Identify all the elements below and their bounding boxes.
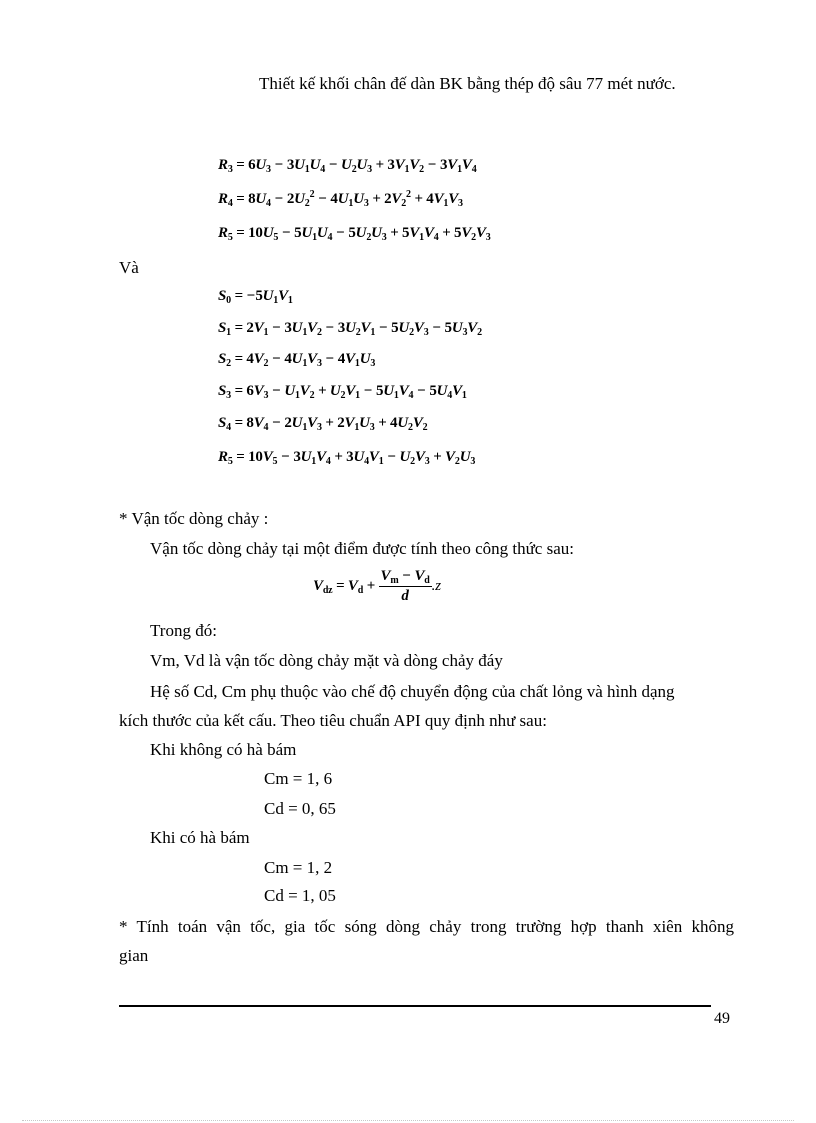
and-label: Và xyxy=(119,258,139,277)
cm-with-fouling: Cm = 1, 2 xyxy=(264,858,333,877)
equation-r5-second: $R_5 = 10V_5 - 3U_1V_4 + 3U_4V_1 - U_2V_3 + V_2U_3$ xyxy=(218,449,476,467)
equation-s0: $S_0 = -5U_1V_1$ xyxy=(218,288,293,306)
velocity-formula: $V_{dz} = V_d$ + $\frac{V_m - V_d}{d}$ .z xyxy=(313,568,441,604)
calculation-heading-line1: * Tính toán vận tốc, gia tốc sóng dòng chảy trong trường hợp thanh xiên không xyxy=(119,917,734,936)
page-bottom-divider xyxy=(22,1120,794,1121)
coefficient-paragraph-line1: Hệ số Cd, Cm phụ thuộc vào chế độ chuyển động của chất lỏng và hình dạng xyxy=(150,682,675,701)
where-label: Trong đó: xyxy=(150,621,217,640)
velocity-intro: Vận tốc dòng chảy tại một điểm được tính theo công thức sau: xyxy=(150,539,574,558)
coefficient-paragraph-line2: kích thước của kết cấu. Theo tiêu chuẩn API quy định như sau: xyxy=(119,711,547,730)
vm-vd-description: Vm, Vd là vận tốc dòng chảy mặt và dòng chảy đáy xyxy=(150,651,503,670)
page-number: 49 xyxy=(714,1010,730,1027)
equation-s4: $S_4 = 8V_4 - 2U_1V_3 + 2V_1U_3 + 4U_2V_2$ xyxy=(218,415,428,433)
equation-r3: $R_3 = 6U_3 - 3U_1U_4 - U_2U_3 + 3V_1V_2 - 3V_1V_4$ xyxy=(218,157,477,175)
equation-r4: $R_4 = 8U_4 - 2U_2^2 - 4U_1U_3 + 2V_2^2 + 4V_1V_3$ xyxy=(218,189,463,209)
equation-s3: $S_3 = 6V_3 - U_1V_2 + U_2V_1 - 5U_1V_4 - 5U_4V_1$ xyxy=(218,383,467,401)
footer-rule xyxy=(119,1005,711,1007)
equation-s1: $S_1 = 2V_1 - 3U_1V_2 - 3U_2V_1 - 5U_2V_3 - 5U_3V_2$ xyxy=(218,320,482,338)
cd-no-fouling: Cd = 0, 65 xyxy=(264,799,336,818)
velocity-heading: * Vận tốc dòng chảy : xyxy=(119,509,269,528)
cm-no-fouling: Cm = 1, 6 xyxy=(264,769,333,788)
equation-s2: $S_2 = 4V_2 - 4U_1V_3 - 4V_1U_3$ xyxy=(218,351,376,369)
with-fouling-label: Khi có hà bám xyxy=(150,828,250,847)
velocity-fraction: $\frac{V_m - V_d}{d}$ xyxy=(380,568,430,604)
no-fouling-label: Khi không có hà bám xyxy=(150,740,297,759)
calculation-heading-line2: gian xyxy=(119,946,149,965)
page-header: Thiết kế khối chân đế dàn BK bằng thép độ sâu 77 mét nước. xyxy=(259,74,676,93)
equation-r5: $R_5 = 10U_5 - 5U_1U_4 - 5U_2U_3 + 5V_1V_4 + 5V_2V_3$ xyxy=(218,225,491,243)
cd-with-fouling: Cd = 1, 05 xyxy=(264,886,336,905)
